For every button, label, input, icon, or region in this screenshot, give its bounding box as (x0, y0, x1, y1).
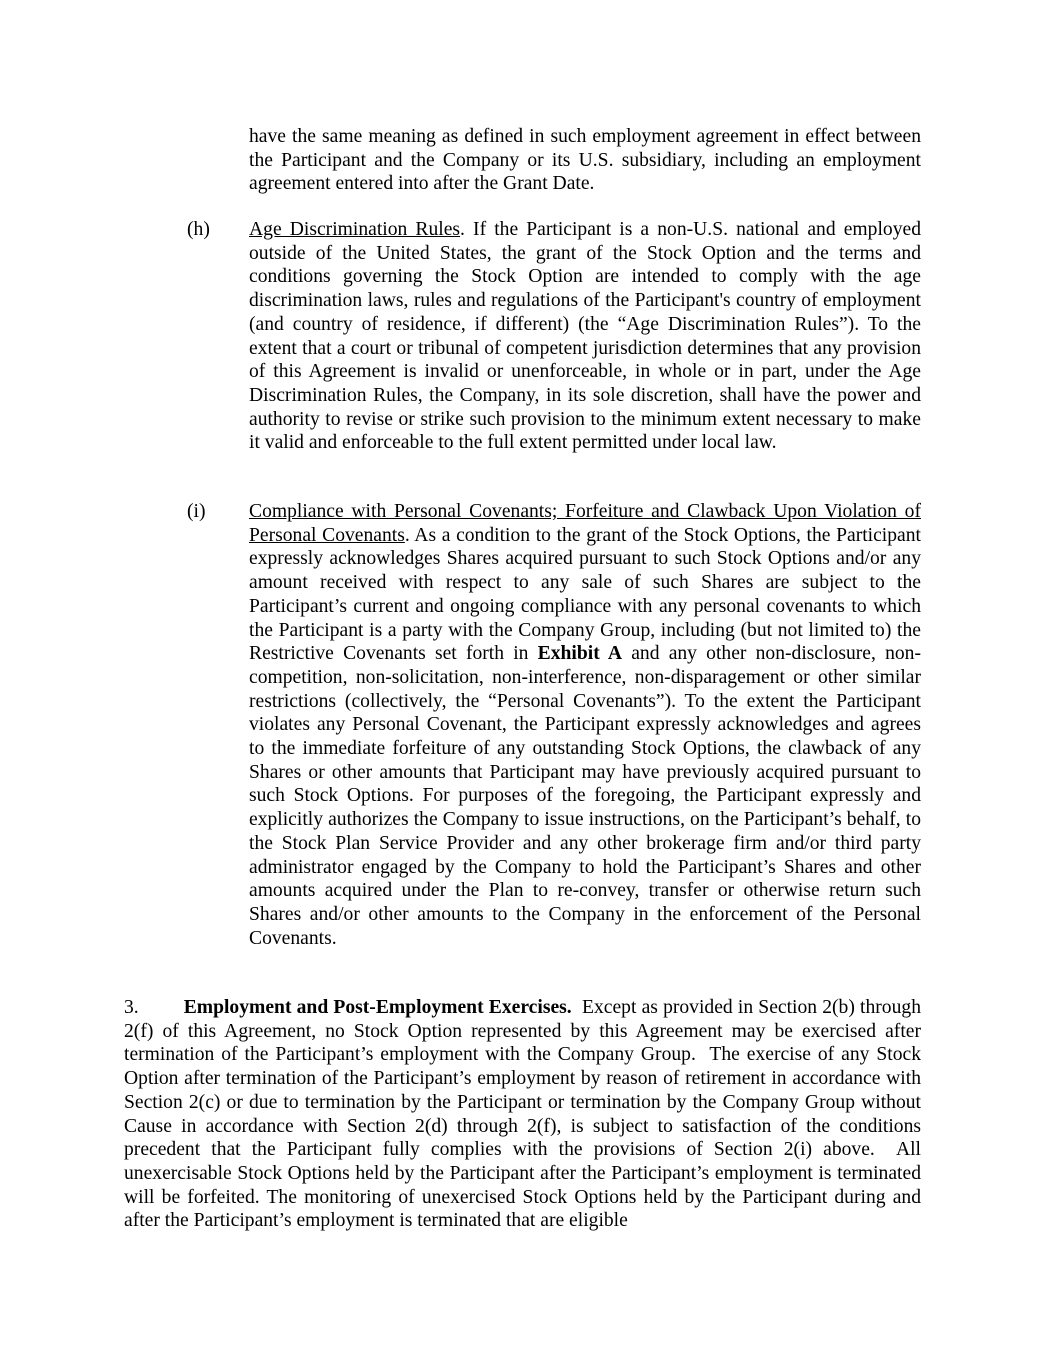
continuation-paragraph (249, 125, 921, 196)
section-i-body-1: . As a condition to the grant of the Stock Options, the Participant expressly acknowledges Shares acquired pursuant to such Stock Options and/or any amount received with respect to any sale of such Shares are subject to the Participant’s current and ongoing compliance with any personal covenants to which the Participant is a party with the Company Group, including (but not limited to) the Restrictive Covenants set forth in (249, 524, 921, 665)
continuation-text: have the same meaning as defined in such employment agreement in effect between the Participant and the Company or its U.S. subsidiary, including an employment agreement entered into after the Grant Date. (249, 126, 921, 195)
section-i-paragraph (249, 500, 921, 950)
section-h-paragraph (249, 218, 921, 455)
section-i-heading: Compliance with Personal Covenants; Forfeiture and Clawback Upon Violation of Personal Covenants (249, 501, 921, 546)
section-i-label: (i) (187, 501, 206, 522)
exhibit-a-reference: Exhibit A (537, 643, 623, 665)
section-3-body: Except as provided in Section 2(b) through 2(f) of this Agreement, no Stock Option represented by this Agreement may be exercised after termination of the Participant’s employment with the Company Group. The exercise of any Stock Option after termination of the Participant’s employment by reason of retirement in accordance with Section 2(c) or due to termination by the Participant or termination by the Company Group without Cause in accordance with Section 2(d) through 2(f), is subject to satisfaction of the conditions precedent that the Participant fully complies with the provisions of Section 2(i) above. All unexercisable Stock Options held by the Participant after the Participant’s employment is terminated will be forfeited. The monitoring of unexercised Stock Options held by the Participant during and after the Participant’s employment is terminated that are eligible (124, 997, 926, 1232)
section-h-heading: Age Discrimination Rules (249, 219, 461, 240)
section-h-label: (h) (187, 219, 210, 240)
section-3-heading: Employment and Post-Employment Exercises. (183, 997, 572, 1018)
section-h-body: . If the Participant is a non-U.S. national and employed outside of the United States, the grant of the Stock Option and the terms and conditions governing the Stock Option are intended to comply with the age discrimination laws, rules and regulations of the Participant's country of employment (and country of residence, if different) (the “Age Discrimination Rules”). To the extent that a court or tribunal of competent jurisdiction determines that any provision of this Agreement is invalid or unenforceable, in whole or in part, under the Age Discrimination Rules, the Company, in its sole discretion, shall have the power and authority to revise or strike such provision to the minimum extent necessary to make it valid and enforceable to the full extent permitted under local law. (249, 219, 921, 454)
section-3-paragraph (124, 996, 926, 1233)
section-i-body-2: and any other non-disclosure, non-competition, non-solicitation, non-interference, non-disparagement or other similar restrictions (collectively, the “Personal Covenants”). To the extent the Participant violates any Personal Covenant, the Participant expressly acknowledges and agrees to the immediate forfeiture of any outstanding Stock Options, the clawback of any Shares or other amounts that Participant may have previously acquired pursuant to such Stock Options. For purposes of the foregoing, the Participant expressly and explicitly authorizes the Company to issue instructions, on the Participant’s behalf, to the Stock Plan Service Provider and any other brokerage firm and/or third party administrator engaged by the Company to hold the Participant’s Shares and other amounts acquired under the Plan to re-convey, transfer or otherwise return such Shares and/or other amounts to the Company in the enforcement of the Personal Covenants. (249, 643, 922, 949)
section-3-number: 3. (124, 997, 139, 1018)
